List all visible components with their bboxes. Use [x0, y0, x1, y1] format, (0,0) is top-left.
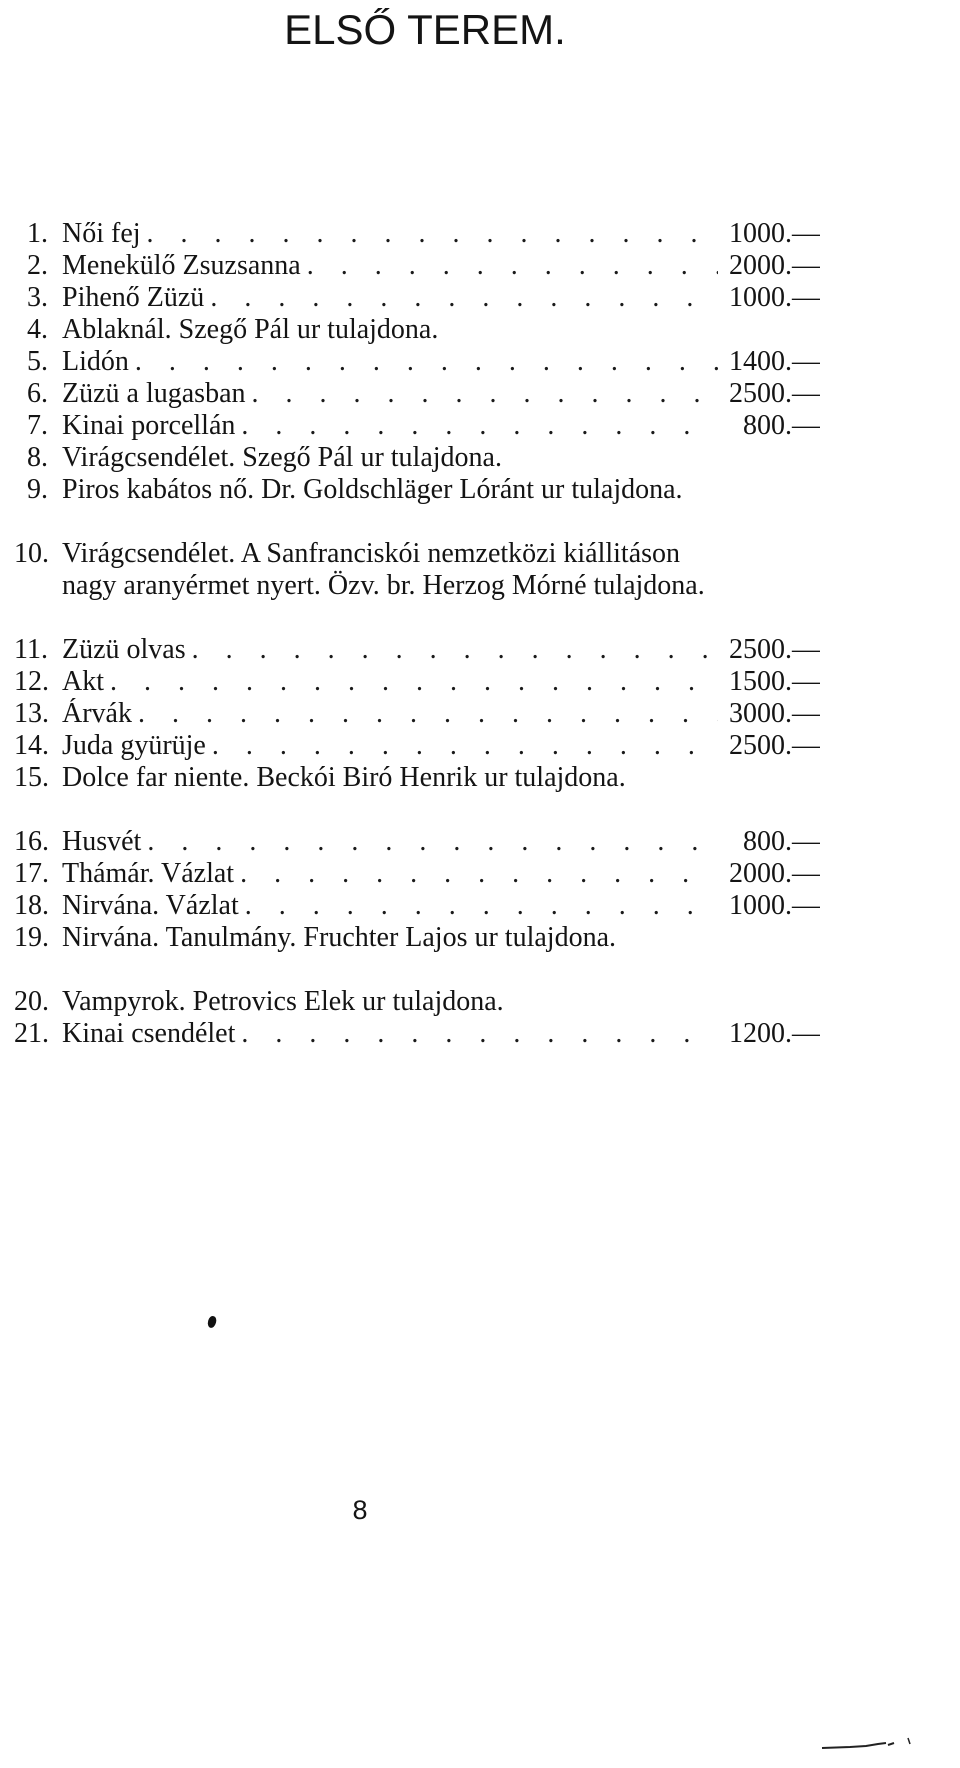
entry-title: Züzü olvas — [62, 634, 186, 665]
entry-number: 17. — [14, 858, 49, 889]
entry-title: Kinai csendélet — [62, 1018, 236, 1049]
entry-title: Női fej — [62, 218, 141, 249]
catalog-entry — [14, 250, 820, 282]
scan-artifact-squiggle — [820, 1734, 916, 1752]
dot-leader — [307, 250, 718, 282]
catalog-entry — [14, 634, 820, 666]
entry-price: 1500.— — [729, 666, 820, 697]
catalog-entry — [14, 1018, 820, 1050]
entry-price: 3000.— — [729, 698, 820, 729]
dot-leader — [241, 410, 718, 442]
entry-title: Ablaknál. Szegő Pál ur tulajdona. — [62, 314, 439, 345]
catalog-entry — [14, 762, 820, 826]
dot-leader — [135, 346, 718, 378]
entry-title: Juda gyürüje — [62, 730, 206, 761]
entry-title: Husvét — [62, 826, 142, 857]
page-number: 8 — [352, 1495, 368, 1525]
entry-title: Dolce far niente. Beckói Biró Henrik ur tulajdona. — [62, 762, 626, 793]
dot-leader — [241, 1018, 718, 1050]
entry-number: 21. — [14, 1018, 49, 1049]
entry-number: 4. — [27, 314, 48, 345]
dot-leader — [240, 858, 718, 890]
entry-price: 1000.— — [729, 282, 820, 313]
entry-price: 1000.— — [729, 890, 820, 921]
dot-leader — [147, 218, 718, 250]
entry-number: 10. — [14, 538, 49, 569]
page-title: ELSŐ TEREM. — [284, 6, 566, 53]
catalog-entry — [14, 346, 820, 378]
entry-title: Lidón — [62, 346, 129, 377]
catalog-list — [14, 218, 820, 1050]
entry-price: 2000.— — [729, 858, 820, 889]
entry-number: 8. — [27, 442, 48, 473]
dot-leader — [245, 890, 718, 922]
dot-leader — [210, 282, 718, 314]
entry-price: 1200.— — [729, 1018, 820, 1049]
dot-leader — [252, 378, 719, 410]
entry-title: Virágcsendélet. A Sanfranciskói nemzetközi kiállitáson nagy aranyérmet nyert. Özv. br. Herzog Mórné tulajdona. — [62, 538, 705, 601]
entry-number: 13. — [14, 698, 49, 729]
entry-number: 20. — [14, 986, 49, 1017]
entry-price: 2500.— — [729, 378, 820, 409]
catalog-entry — [14, 986, 820, 1018]
entry-title: Vampyrok. Petrovics Elek ur tulajdona. — [62, 986, 504, 1017]
entry-title: Árvák — [62, 698, 132, 729]
entry-number: 18. — [14, 890, 49, 921]
entry-title: Piros kabátos nő. Dr. Goldschläger Lóránt ur tulajdona. — [62, 474, 683, 505]
catalog-entry — [14, 474, 820, 538]
catalog-entry — [14, 538, 820, 634]
catalog-entry — [14, 858, 820, 890]
catalog-entry — [14, 730, 820, 762]
entry-number: 2. — [27, 250, 48, 281]
entry-number: 7. — [27, 410, 48, 441]
entry-number: 16. — [14, 826, 49, 857]
dot-leader — [147, 826, 718, 858]
catalog-entry — [14, 442, 820, 474]
entry-price: 2000.— — [729, 250, 820, 281]
entry-price: 2500.— — [729, 634, 820, 665]
entry-number: 11. — [14, 634, 48, 665]
entry-price: 800.— — [743, 826, 820, 857]
dot-leader — [138, 698, 718, 730]
entry-title: Nirvána. Vázlat — [62, 890, 239, 921]
catalog-entry — [14, 890, 820, 922]
catalog-entry — [14, 698, 820, 730]
dot-leader — [110, 666, 718, 698]
entry-price: 800.— — [743, 410, 820, 441]
catalog-entry — [14, 314, 820, 346]
entry-number: 15. — [14, 762, 49, 793]
entry-number: 3. — [27, 282, 48, 313]
entry-price: 2500.— — [729, 730, 820, 761]
entry-title: Nirvána. Tanulmány. Fruchter Lajos ur tulajdona. — [62, 922, 616, 953]
entry-number: 1. — [27, 218, 48, 249]
catalog-entry — [14, 410, 820, 442]
entry-title: Menekülő Zsuzsanna — [62, 250, 301, 281]
catalog-entry — [14, 378, 820, 410]
entry-title: Kinai porcellán — [62, 410, 236, 441]
entry-title: Akt — [62, 666, 104, 697]
entry-title: Virágcsendélet. Szegő Pál ur tulajdona. — [62, 442, 502, 473]
entry-price: 1400.— — [729, 346, 820, 377]
entry-title: Thámár. Vázlat — [62, 858, 235, 889]
entry-number: 19. — [14, 922, 49, 953]
catalog-entry — [14, 922, 820, 986]
entry-number: 12. — [14, 666, 49, 697]
ink-blot-mark — [207, 1315, 218, 1329]
entry-number: 9. — [27, 474, 48, 505]
catalog-entry — [14, 826, 820, 858]
entry-title: Pihenő Züzü — [62, 282, 205, 313]
catalog-entry — [14, 666, 820, 698]
entry-title: Züzü a lugasban — [62, 378, 246, 409]
entry-price: 1000.— — [729, 218, 820, 249]
dot-leader — [212, 730, 718, 762]
catalog-entry — [14, 218, 820, 250]
catalog-entry — [14, 282, 820, 314]
dot-leader — [192, 634, 718, 666]
entry-number: 14. — [14, 730, 49, 761]
entry-number: 5. — [27, 346, 48, 377]
entry-number: 6. — [27, 378, 48, 409]
